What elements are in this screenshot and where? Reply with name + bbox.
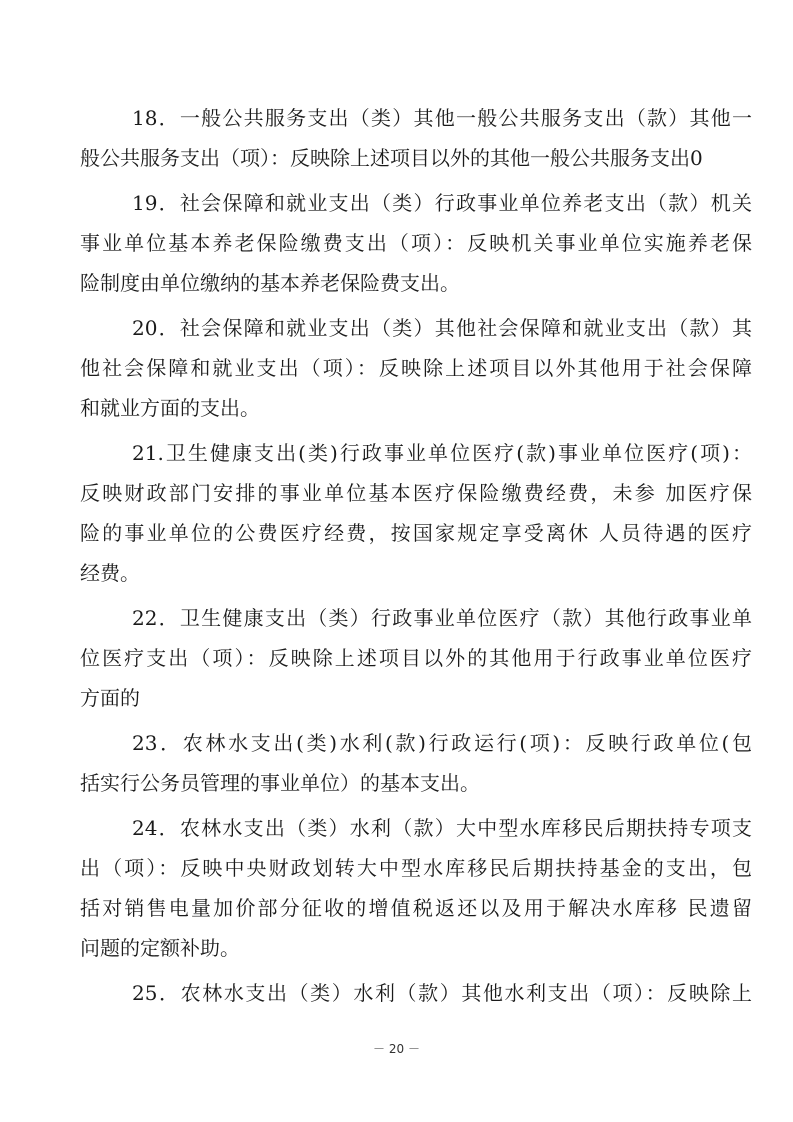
item-23-line-2: 括实行公务员管理的事业单位）的基本支出。 xyxy=(80,771,480,795)
item-21-line-4: 经费。 xyxy=(80,561,140,585)
item-23-line-1: 23．农林水支出(类)水利(款)行政运行(项)：反映行政单位(包 xyxy=(132,731,752,755)
item-19-line-1: 19．社会保障和就业支出（类）行政事业单位养老支出（款）机关 xyxy=(132,191,752,215)
item-24-line-1: 24．农林水支出（类）水利（款）大中型水库移民后期扶持专项支 xyxy=(132,816,752,840)
item-25-line-1: 25．农林水支出（类）水利（款）其他水利支出（项）：反映除上 xyxy=(132,981,752,1005)
item-24-line-3: 括对销售电量加价部分征收的增值税返还以及用于解决水库移 民遗留 xyxy=(80,896,752,920)
item-22-line-3: 方面的 xyxy=(80,686,140,710)
item-20-line-3: 和就业方面的支出。 xyxy=(80,396,260,420)
item-21-line-1: 21.卫生健康支出(类)行政事业单位医疗(款)事业单位医疗(项)： xyxy=(132,441,752,465)
item-18-line-1: 18．一般公共服务支出（类）其他一般公共服务支出（款）其他一 xyxy=(132,106,752,130)
item-18-line-2: 般公共服务支出（项）：反映除上述项目以外的其他一般公共服务支出0 xyxy=(80,146,703,170)
item-20-line-2: 他社会保障和就业支出（项）：反映除上述项目以外其他用于社会保障 xyxy=(80,356,752,380)
item-21-line-2: 反映财政部门安排的事业单位基本医疗保险缴费经费，未参 加医疗保 xyxy=(80,481,752,505)
item-19-line-2: 事业单位基本养老保险缴费支出（项）：反映机关事业单位实施养老保 xyxy=(80,231,752,255)
item-20-line-1: 20．社会保障和就业支出（类）其他社会保障和就业支出（款）其 xyxy=(132,316,752,340)
item-22-line-2: 位医疗支出（项）：反映除上述项目以外的其他用于行政事业单位医疗 xyxy=(80,646,752,670)
item-24-line-2: 出（项）：反映中央财政划转大中型水库移民后期扶持基金的支出，包 xyxy=(80,856,752,880)
page-number: － 20 － xyxy=(373,1042,420,1056)
item-24-line-4: 问题的定额补助。 xyxy=(80,936,240,960)
item-19-line-3: 险制度由单位缴纳的基本养老保险费支出。 xyxy=(80,271,460,295)
item-22-line-1: 22．卫生健康支出（类）行政事业单位医疗（款）其他行政事业单 xyxy=(132,606,752,630)
item-21-line-3: 险的事业单位的公费医疗经费，按国家规定享受离休 人员待遇的医疗 xyxy=(80,521,752,545)
